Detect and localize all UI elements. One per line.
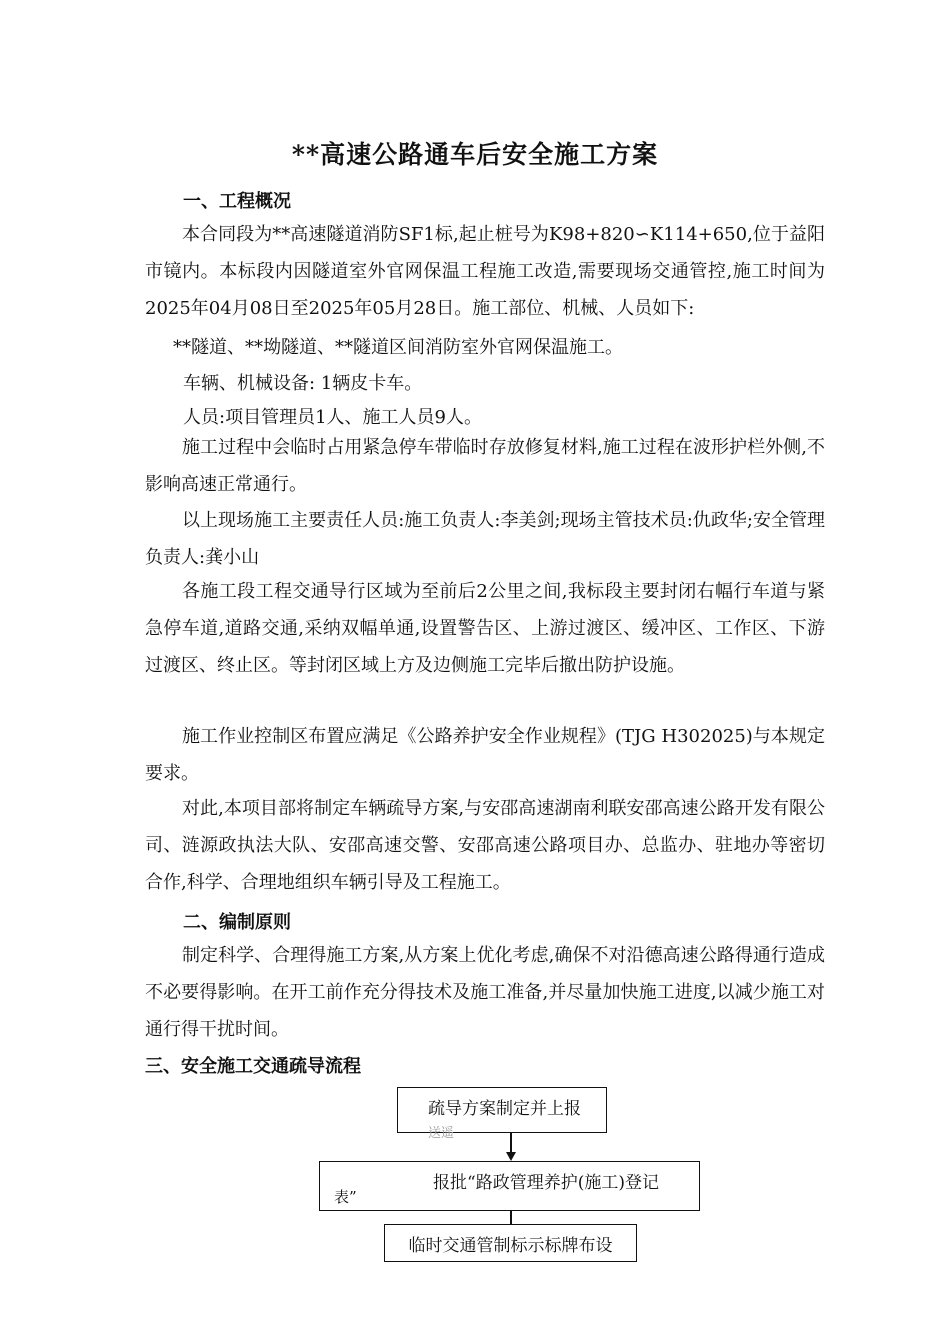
paragraph-standard: 施工作业控制区布置应满足《公路养护安全作业规程》(TJG H302025)与本规定要求。 — [145, 726, 825, 784]
section-heading-overview: 一、工程概况 — [183, 191, 291, 212]
flow-step-plan-overflow: 送遥 — [428, 1126, 455, 1141]
flow-step-plan-label: 疏导方案制定并上报 — [428, 1099, 581, 1119]
section-heading-principles: 二、编制原则 — [183, 912, 291, 933]
line-scope: **隧道、**坳隧道、**隧道区间消防室外官网保温施工。 — [173, 337, 623, 358]
paragraph-cooperation: 对此,本项目部将制定车辆疏导方案,与安邵高速湖南利联安邵高速公路开发有限公司、涟源政执法大队、安邵高速交警、安邵高速公路项目办、总监办、驻地办等密切合作,科学、合理地组织车辆引导及工程施工。 — [145, 798, 825, 893]
flow-arrow-1-head — [506, 1152, 516, 1161]
section-heading-flow: 三、安全施工交通疏导流程 — [145, 1056, 361, 1077]
document-title: **高速公路通车后安全施工方案 — [291, 140, 659, 169]
paragraph-traffic-zone: 各施工段工程交通导行区域为至前后2公里之间,我标段主要封闭右幅行车道与紧急停车道,道路交通,采纳双幅单通,设置警告区、上游过渡区、缓冲区、工作区、下游过渡区、终止区。等封闭区域上方及边侧施工完毕后撤出防护设施。 — [145, 581, 825, 676]
paragraph-occupation: 施工过程中会临时占用紧急停车带临时存放修复材料,施工过程在波形护栏外侧,不影响高速正常通行。 — [145, 437, 825, 495]
flow-step-signage — [384, 1224, 637, 1262]
flow-step-approval-label-b: 表” — [334, 1188, 357, 1206]
flow-arrow-2 — [510, 1211, 512, 1225]
line-staff: 人员:项目管理员1人、施工人员9人。 — [183, 407, 482, 428]
flow-step-signage-label: 临时交通管制标示标牌布设 — [408, 1236, 613, 1256]
paragraph-overview: 本合同段为**高速隧道消防SF1标,起止桩号为K98+820∽K114+650,位于益阳市镜内。本标段内因隧道室外官网保温工程施工改造,需要现场交通管控,施工时间为2025年04月08日至2025年05月28日。施工部位、机械、人员如下: — [145, 224, 825, 319]
line-vehicles: 车辆、机械设备: 1辆皮卡车。 — [183, 373, 423, 394]
flow-arrow-1 — [510, 1133, 512, 1153]
paragraph-responsible: 以上现场施工主要责任人员:施工负责人:李美剑;现场主管技术员:仇政华;安全管理负责人:龚小山 — [145, 510, 825, 568]
paragraph-principles: 制定科学、合理得施工方案,从方案上优化考虑,确保不对沿德高速公路得通行造成不必要得影响。在开工前作充分得技术及施工准备,并尽量加快施工进度,以减少施工对通行得干扰时间。 — [145, 945, 825, 1040]
flow-step-approval — [319, 1161, 700, 1211]
flow-step-approval-label-a: 报批“路政管理养护(施工)登记 — [433, 1173, 659, 1193]
